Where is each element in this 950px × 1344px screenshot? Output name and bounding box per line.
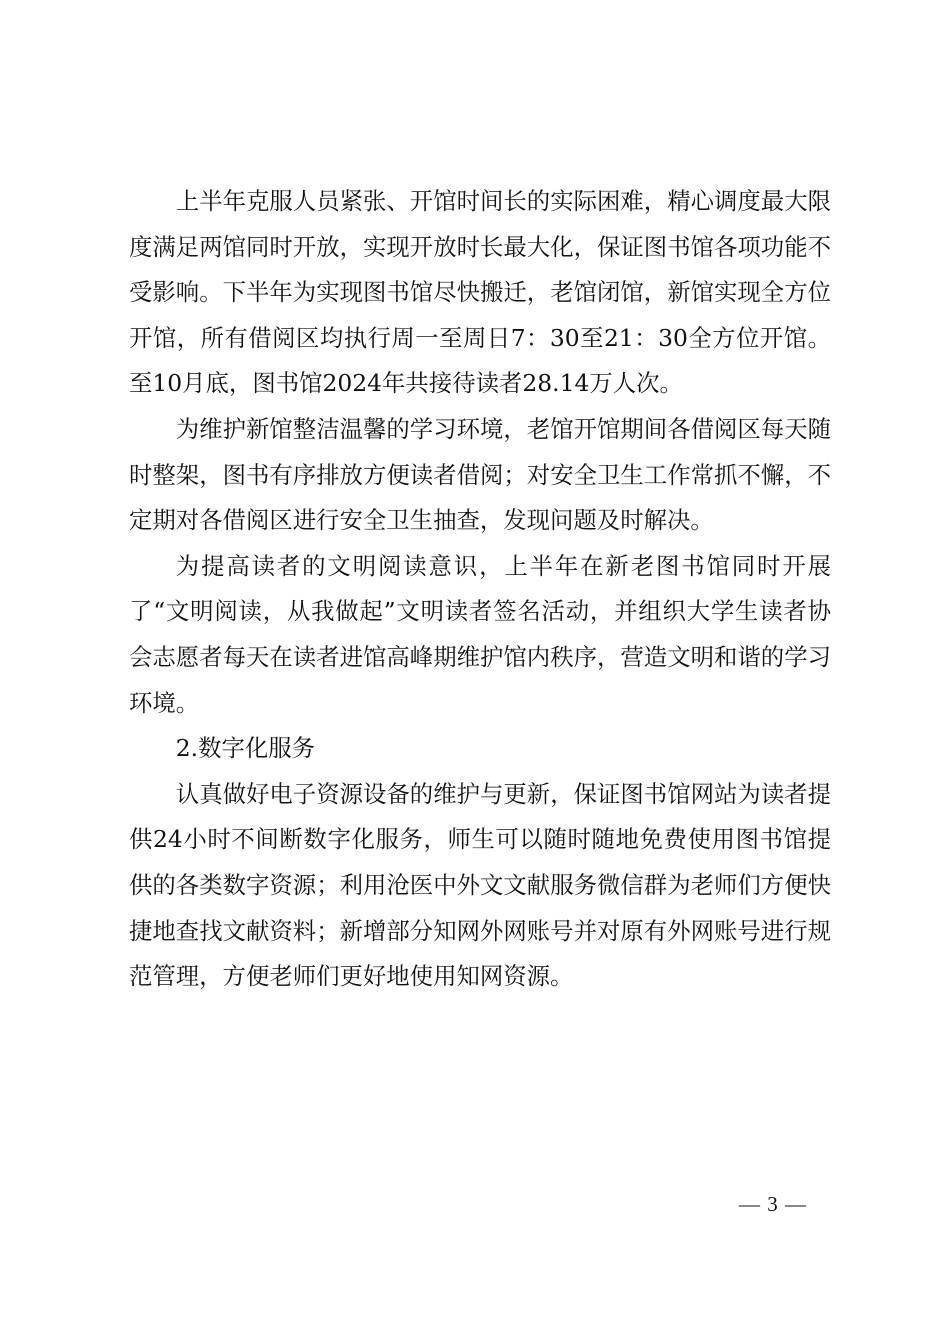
paragraph-civilized-reading: 为提高读者的文明阅读意识，上半年在新老图书馆同时开展了“文明阅读，从我做起”文明读者签名活动，并组织大学生读者协会志愿者每天在读者进馆高峰期维护馆内秩序，营造文明和谐的学习环境。 (129, 551, 831, 717)
section-heading-digital-service: 2.数字化服务 (175, 734, 316, 763)
paragraph-opening-hours: 上半年克服人员紧张、开馆时间长的实际困难，精心调度最大限度满足两馆同时开放，实现开放时长最大化，保证图书馆各项功能不受影响。下半年为实现图书馆尽快搬迁，老馆闭馆，新馆实现全方位开馆，所有借阅区均执行周一至周日7：30至21：30全方位开馆。至10月底，图书馆2024年共接待读者28.14万人次。 (129, 187, 831, 398)
paragraph-digital-service: 认真做好电子资源设备的维护与更新，保证图书馆网站为读者提供24小时不间断数字化服务，师生可以随时随地免费使用图书馆提供的各类数字资源；利用沧医中外文文献服务微信群为老师们方便快捷地查找文献资料；新增部分知网外网账号并对原有外网账号进行规范管理，方便老师们更好地使用知网资源。 (129, 779, 831, 991)
page-number: — 3 — (739, 1192, 807, 1216)
document-body (129, 179, 831, 1000)
paragraph-environment: 为维护新馆整洁温馨的学习环境，老馆开馆期间各借阅区每天随时整架，图书有序排放方便读者借阅；对安全卫生工作常抓不懈，不定期对各借阅区进行安全卫生抽查，发现问题及时解决。 (129, 414, 831, 535)
